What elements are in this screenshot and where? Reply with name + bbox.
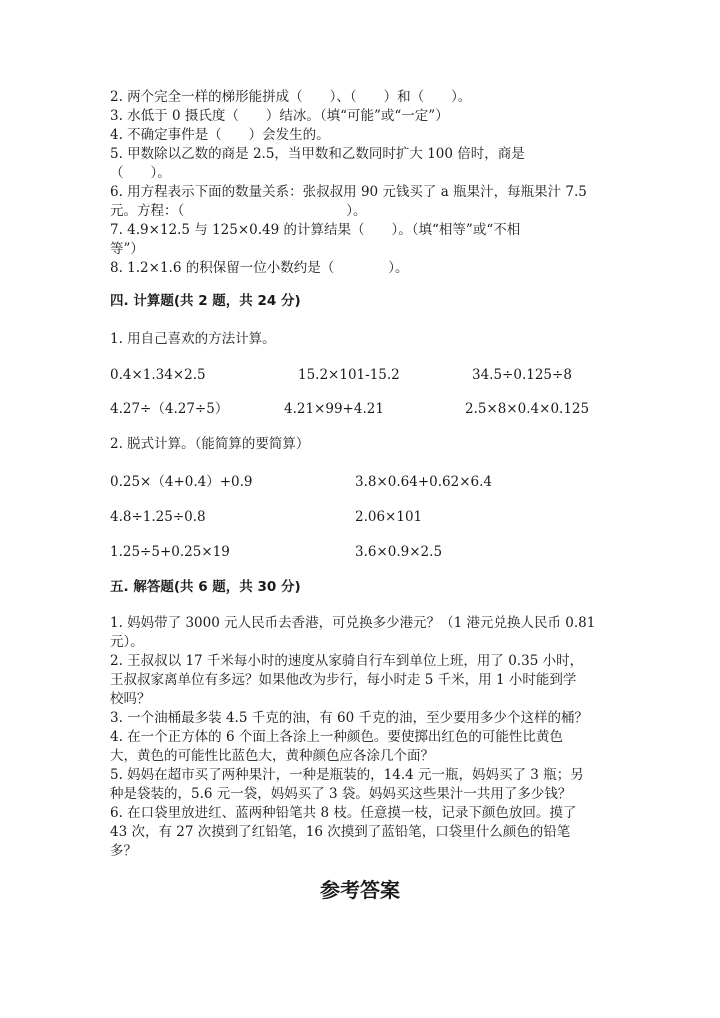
calc-expression: 4.8÷1.25÷0.8 — [110, 509, 206, 525]
problem-line: 2. 王叔叔以 17 千米每小时的速度从家骑自行车到单位上班，用了 0.35 小时， — [110, 653, 584, 669]
fill-blank-line: （ ）。 — [110, 165, 171, 181]
calc-expression: 4.21×99+4.21 — [284, 401, 384, 417]
calc-expression: 1.25÷5+0.25×19 — [110, 544, 230, 560]
calc-expression: 2.5×8×0.4×0.125 — [465, 401, 590, 417]
calc-expression: 15.2×101-15.2 — [298, 367, 400, 383]
calc-row — [110, 366, 630, 385]
fill-blank-line: 4. 不确定事件是（ ）会发生的。 — [110, 127, 330, 143]
calc-row — [110, 543, 630, 562]
calc-row — [110, 508, 630, 527]
fill-blank-line: 2. 两个完全一样的梯形能拼成（ ）、（ ）和（ ）。 — [110, 89, 472, 105]
fill-blank-line: 等”） — [110, 241, 144, 257]
question-title: 2. 脱式计算。（能简算的要简算） — [110, 436, 310, 452]
problem-line: 43 次，有 27 次摸到了红铅笔，16 次摸到了蓝铅笔，口袋里什么颜色的铅笔 — [110, 824, 571, 840]
calc-expression: 0.4×1.34×2.5 — [110, 367, 206, 383]
calc-expression: 2.06×101 — [355, 509, 423, 525]
calc-row — [110, 400, 630, 419]
problem-line: 4. 在一个正方体的 6 个面上各涂上一种颜色。要使掷出红色的可能性比黄色 — [110, 729, 563, 745]
calc-row — [110, 473, 630, 492]
section-heading: 五. 解答题(共 6 题，共 30 分) — [110, 579, 301, 595]
calc-expression: 0.25×（4+0.4）+0.9 — [110, 474, 253, 490]
fill-blank-line: 元。方程：（ ）。 — [110, 203, 367, 219]
calc-expression: 3.6×0.9×2.5 — [355, 544, 443, 560]
calc-expression: 4.27÷（4.27÷5） — [110, 401, 229, 417]
problem-line: 王叔叔家离单位有多远？如果他改为步行，每小时走 5 千米，用 1 小时能到学 — [110, 672, 577, 688]
problem-line: 种是袋装的，5.6 元一袋，妈妈买了 3 袋。妈妈买这些果汁一共用了多少钱？ — [110, 786, 572, 802]
problem-line: 3. 一个油桶最多装 4.5 千克的油，有 60 千克的油，至少要用多少个这样的桶？ — [110, 710, 588, 726]
answer-key-title: 参考答案 — [320, 878, 400, 902]
problem-line: 5. 妈妈在超市买了两种果汁，一种是瓶装的，14.4 元一瓶，妈妈买了 3 瓶；另 — [110, 767, 584, 783]
section-heading: 四. 计算题(共 2 题，共 24 分) — [110, 293, 301, 309]
question-title: 1. 用自己喜欢的方法计算。 — [110, 331, 276, 347]
calc-expression: 3.8×0.64+0.62×6.4 — [355, 474, 492, 490]
problem-line: 校吗？ — [110, 691, 151, 707]
fill-blank-line: 3. 水低于 0 摄氏度（ ）结冰。（填“可能”或“一定”） — [110, 108, 449, 124]
problem-line: 1. 妈妈带了 3000 元人民币去香港，可兑换多少港元？（1 港元兑换人民币 0.81 — [110, 615, 596, 631]
fill-blank-line: 8. 1.2×1.6 的积保留一位小数约是（ ）。 — [110, 260, 409, 276]
fill-blank-line: 7. 4.9×12.5 与 125×0.49 的计算结果（ ）。（填“相等”或“不相 — [110, 222, 521, 238]
calc-expression: 34.5÷0.125÷8 — [472, 367, 572, 383]
problem-line: 多？ — [110, 843, 137, 859]
problem-line: 6. 在口袋里放进红、蓝两种铅笔共 8 枝。任意摸一枝，记录下颜色放回。摸了 — [110, 805, 577, 821]
fill-blank-line: 5. 甲数除以乙数的商是 2.5，当甲数和乙数同时扩大 100 倍时，商是 — [110, 146, 525, 162]
fill-blank-line: 6. 用方程表示下面的数量关系：张叔叔用 90 元钱买了 a 瓶果汁，每瓶果汁 7.5 — [110, 184, 587, 200]
problem-line: 大，黄色的可能性比蓝色大，黄种颜色应各涂几个面？ — [110, 748, 434, 764]
problem-line: 元）。 — [110, 634, 144, 650]
